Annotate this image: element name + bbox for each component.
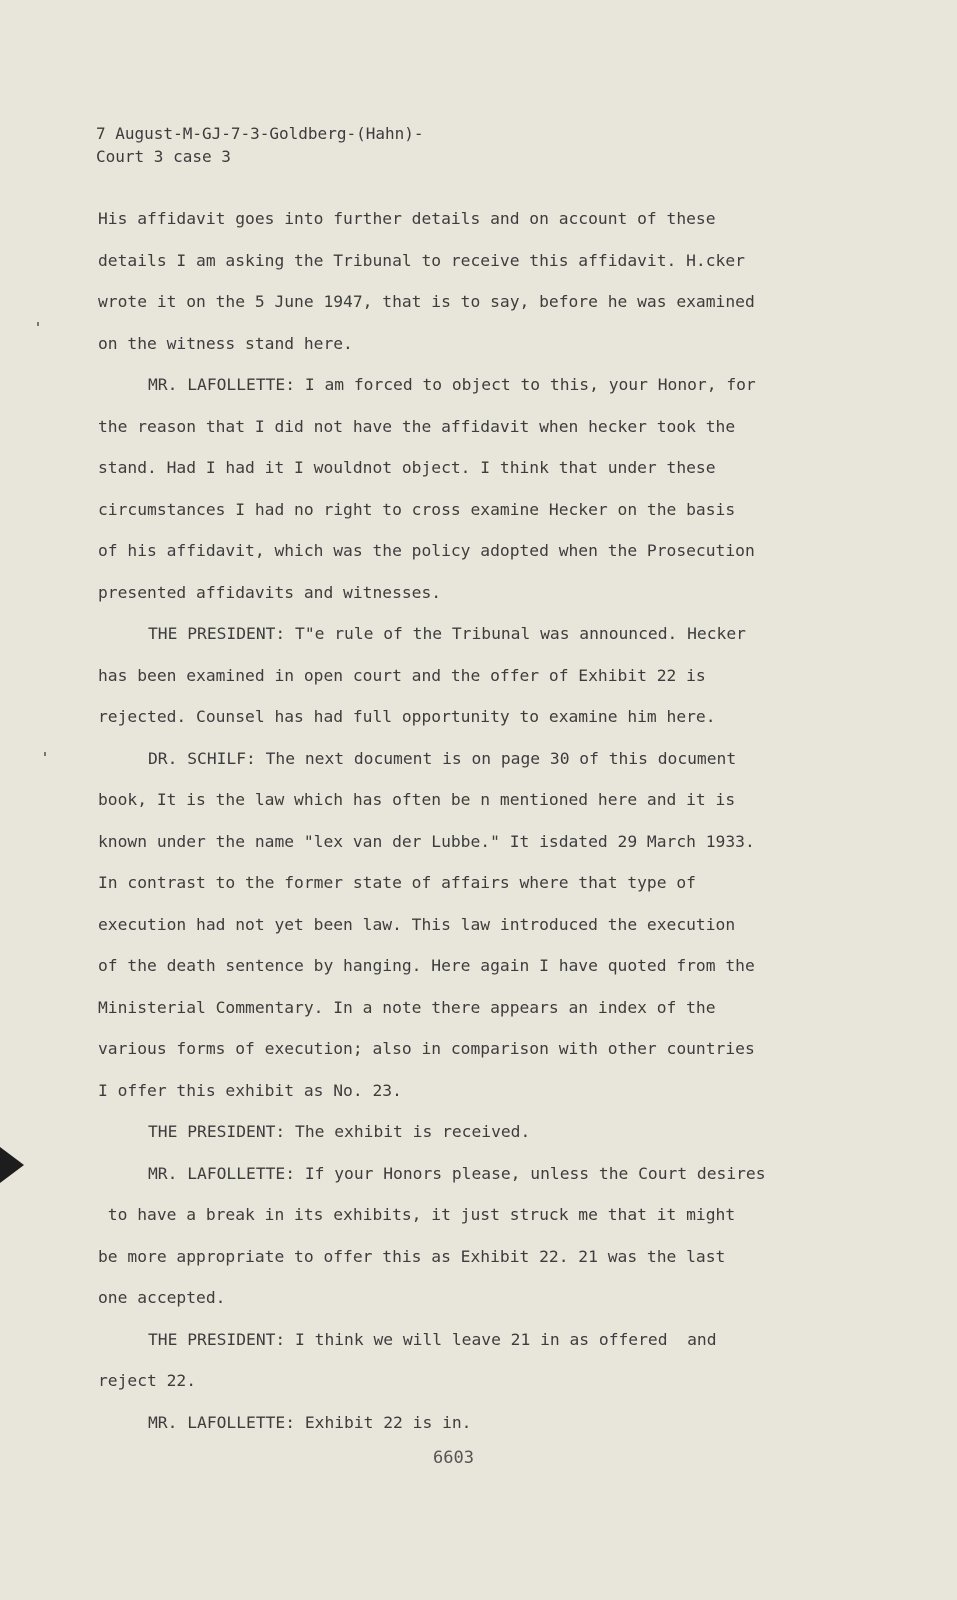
text-line: circumstances I had no right to cross examine Hecker on the basis	[98, 499, 736, 519]
text-line: to have a break in its exhibits, it just struck me that it might	[98, 1205, 736, 1224]
text-line: rejected. Counsel has had full opportunity to examine him here.	[98, 707, 716, 726]
text-line: of his affidavit, which was the policy adopted when the Prosecution	[98, 541, 755, 560]
text-line: various forms of execution; also in comparison with other countries	[98, 1039, 755, 1058]
speaker-line: THE PRESIDENT: T"e rule of the Tribunal was announced. Hecker	[148, 624, 746, 643]
text-line: known under the name "lex van der Lubbe." It isdated 29 March 1933.	[98, 831, 755, 851]
text-line: I offer this exhibit as No. 23.	[98, 1080, 402, 1100]
text-line: details I am asking the Tribunal to receive this affidavit. H.cker	[98, 250, 745, 270]
header-line-2: Court 3 case 3	[96, 147, 231, 166]
text-line: one accepted.	[98, 1288, 226, 1307]
speaker-line: THE PRESIDENT: I think we will leave 21 in as offered and	[148, 1329, 717, 1349]
text-line: wrote it on the 5 June 1947, that is to say, before he was examined	[98, 292, 755, 311]
speaker-line: MR. LAFOLLETTE: I am forced to object to this, your Honor, for	[148, 375, 756, 394]
header-line-1: 7 August-M-GJ-7-3-Goldberg-(Hahn)-	[96, 124, 424, 143]
text-line: execution had not yet been law. This law introduced the execution	[98, 914, 736, 934]
text-line: has been examined in open court and the offer of Exhibit 22 is	[98, 665, 706, 685]
binder-clip-mark	[0, 1147, 24, 1183]
speaker-line: THE PRESIDENT: The exhibit is received.	[148, 1122, 531, 1141]
text-line: presented affidavits and witnesses.	[98, 582, 442, 602]
text-line: on the witness stand here.	[98, 333, 353, 353]
speaker-line: MR. LAFOLLETTE: If your Honors please, unless the Court desires	[148, 1163, 766, 1183]
document-header	[96, 122, 424, 168]
text-line: be more appropriate to offer this as Exhibit 22. 21 was the last	[98, 1246, 726, 1266]
paper-speck	[44, 752, 46, 756]
speaker-line: MR. LAFOLLETTE: Exhibit 22 is in.	[148, 1412, 472, 1432]
speaker-line: DR. SCHILF: The next document is on page 30 of this document	[148, 748, 737, 768]
text-line: stand. Had I had it I wouldnot object. I think that under these	[98, 458, 716, 477]
text-line: book, It is the law which has often be n mentioned here and it is	[98, 790, 736, 809]
paper-speck	[37, 322, 39, 326]
text-line: of the death sentence by hanging. Here again I have quoted from the	[98, 956, 755, 975]
page-number: 6603	[433, 1448, 474, 1468]
text-line: reject 22.	[98, 1371, 197, 1390]
text-line: His affidavit goes into further details and on account of these	[98, 209, 716, 228]
text-line: Ministerial Commentary. In a note there appears an index of the	[98, 997, 716, 1017]
text-line: In contrast to the former state of affairs where that type of	[98, 873, 696, 892]
text-line: the reason that I did not have the affidavit when hecker took the	[98, 416, 736, 436]
transcript-body	[98, 198, 808, 1443]
